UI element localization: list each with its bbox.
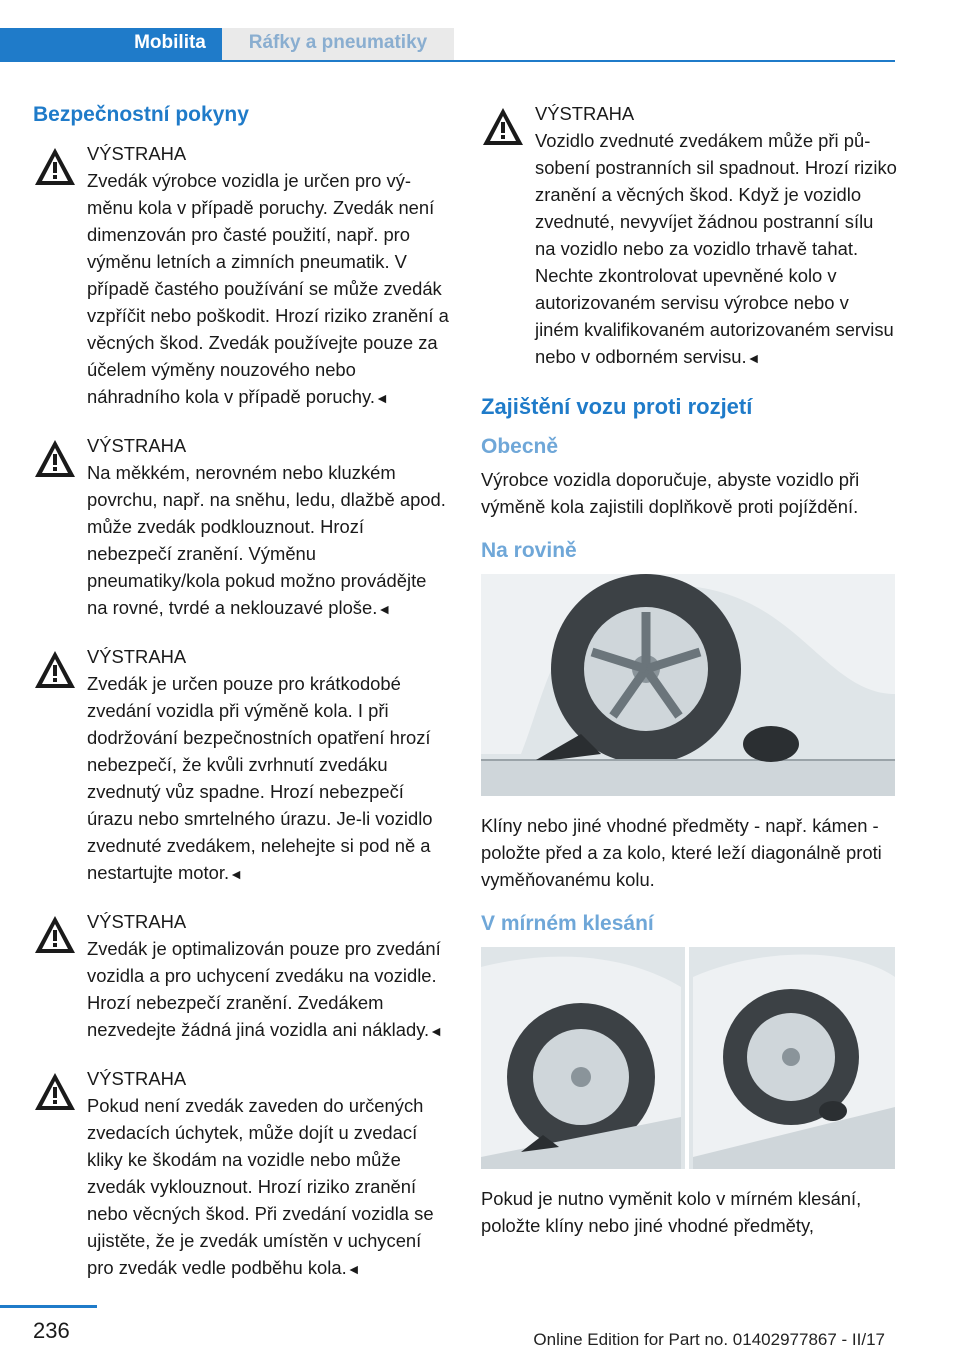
end-marker: ◄: [229, 866, 243, 882]
header-bar: [0, 0, 895, 62]
end-marker: ◄: [746, 350, 761, 366]
warning-triangle-icon: [33, 437, 77, 481]
general-text: Výrobce vozidla doporučuje, abyste vozidlo při výměně kola zajistili doplňkově proti pojíždění.: [481, 469, 860, 517]
warning-title: VÝSTRAHA: [535, 103, 635, 124]
warning-block: [33, 643, 449, 888]
warning-text: Zvedák je určen pouze pro krátkodobé zvedání vozidla při výměně kola. I při dodržování bezpečnostních opatření hrozí nebezpečí, že kvůli zvrhnutí zvedáku zvednutý vůz spadne. Hrozí nebezpečí úrazu nebo smrtelného úrazu. Je-li vozidlo zvednuté zvedákem, nelehejte si pod ně a nestartujte motor.: [87, 673, 433, 883]
tab-rafky-a-pneumatiky[interactable]: Ráfky a pneumatiky: [222, 28, 454, 60]
end-marker: ◄: [377, 601, 392, 617]
warning-block: [481, 100, 897, 372]
header-accent: [0, 28, 118, 60]
subsection-flat: Na rovině: [481, 539, 577, 562]
warning-triangle-icon: [33, 145, 77, 189]
warning-text: Vozidlo zvednuté zvedákem může při působení postranních sil spadnout. Hrozí riziko zranění a věcných škod. Když je vozidlo zvednuté, nevyvíjet žádnou postranní sílu na vozidlo nebo za vozidlo trhavě tahat. Nechte zkontrolovat upevněné kolo v autorizovaném servisu výrobce nebo v jiném kvalifikovaném autorizovaném servisu nebo v odborném servisu.: [535, 130, 897, 367]
end-marker: ◄: [346, 1261, 361, 1277]
warning-block: [33, 140, 449, 412]
footer-accent-line: [0, 1305, 97, 1308]
warning-text: Na měkkém, nerovném nebo kluzkém povrchu, např. na sněhu, ledu, dlažbě apod. může zvedák podklouznout. Hrozí nebezpečí zranění. Výměnu pneumatiky/kola pokud možno provádějte na rovné, tvrdé a neklouzavé ploše.: [87, 462, 446, 618]
warning-triangle-icon: [33, 1070, 77, 1114]
warning-block: [33, 908, 449, 1045]
warning-triangle-icon: [481, 105, 525, 149]
flat-ground-illustration: [481, 574, 895, 796]
edition-note: Online Edition for Part no. 01402977867 - II/17: [533, 1330, 885, 1349]
warning-triangle-icon: [33, 913, 77, 957]
warning-triangle-icon: [33, 648, 77, 692]
warning-title: VÝSTRAHA: [87, 1068, 187, 1089]
wheel-chock-flat-image: [481, 574, 895, 796]
slope-text: Pokud je nutno vyměnit kolo v mírném klesání, položte klíny nebo jiné vhodné předměty,: [481, 1188, 862, 1236]
slope-illustration: [481, 947, 895, 1169]
flat-text: Klíny nebo jiné vhodné předměty - např. kámen - položte před a za kolo, které leží diagonálně proti vyměňovanému kolu.: [481, 815, 882, 890]
warning-title: VÝSTRAHA: [87, 143, 187, 164]
right-column: [481, 100, 897, 1255]
end-marker: ◄: [374, 390, 389, 406]
warning-block: [33, 432, 449, 623]
section-title-safety: Bezpečnostní pokyny: [33, 103, 249, 126]
subsection-slope: V mírném klesání: [481, 912, 654, 935]
tab-mobilita[interactable]: Mobilita: [118, 28, 222, 60]
warning-text: Zvedák je optimalizován pouze pro zvedání vozidla a pro uchycení zvedáku na vozidle. Hrozí nebezpečí zranění. Zvedákem nezvedejte žádná jiná vozidla ani náklady.: [87, 938, 441, 1040]
warning-block: [33, 1065, 449, 1283]
warning-title: VÝSTRAHA: [87, 911, 187, 932]
subsection-general: Obecně: [481, 435, 559, 458]
warning-text: Pokud není zvedák zaveden do určených zvedacích úchytek, může dojít u zvedací kliky ke škodám na vozidle nebo může zvedák vyklouznout. Hrozí riziko zranění nebo věcných škod. Při zvedání vozidla se ujistěte, že je zvedák umístěn v uchycení pro zvedák vedle podběhu kola.: [87, 1095, 434, 1278]
wheel-chock-slope-image: [481, 947, 895, 1169]
section-title-wheel-chocks: Zajištění vozu proti rozjetí: [481, 394, 753, 419]
page-number: 236: [33, 1318, 70, 1343]
end-marker: ◄: [429, 1023, 444, 1039]
left-column: [33, 100, 449, 1303]
warning-title: VÝSTRAHA: [87, 646, 187, 667]
warning-text: Zvedák výrobce vozidla je určen pro výměnu kola v případě poruchy. Zvedák není dimenzován pro časté použití, např. pro výměnu letních a zimních pneumatik. V případě častého používání se může zvedák vzpříčit nebo poškodit. Hrozí riziko zranění a věcných škod. Zvedák používejte pouze za účelem výměny nouzového nebo náhradního kola v případě poruchy.: [87, 170, 449, 407]
warning-title: VÝSTRAHA: [87, 435, 187, 456]
